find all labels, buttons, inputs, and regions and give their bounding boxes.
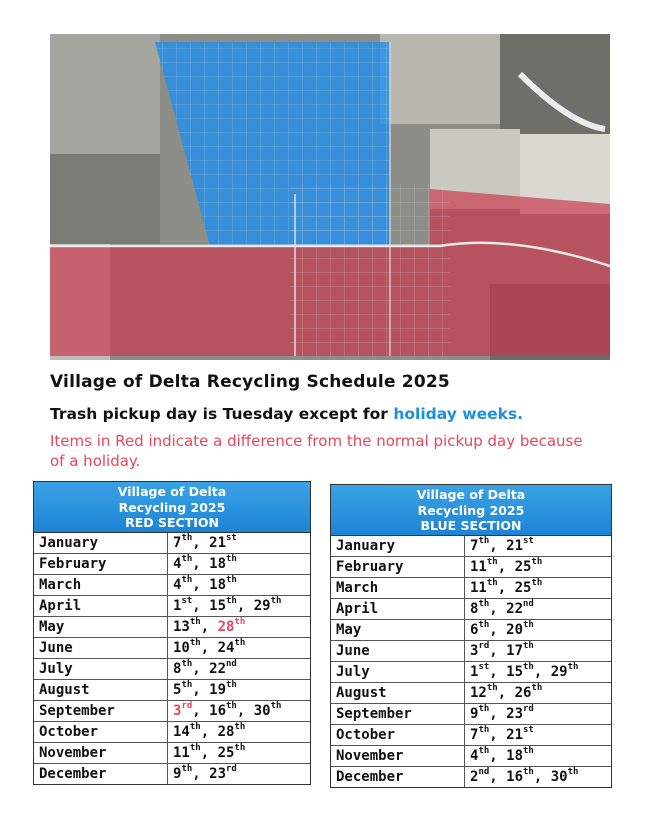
schedule-row — [34, 595, 310, 616]
dates-cell: 7th, 21st — [465, 724, 612, 745]
month-cell: November — [34, 742, 168, 763]
pickup-date: 16th — [506, 766, 534, 785]
blue-section-rows — [331, 536, 611, 787]
pickup-date: 29th — [253, 595, 282, 614]
schedule-row — [331, 661, 611, 682]
dates-cell: 13th, 28th — [168, 616, 311, 637]
dates-cell: 8th, 22nd — [465, 598, 612, 619]
month-cell: October — [34, 721, 168, 742]
dates-cell: 2nd, 16th, 30th — [470, 766, 579, 785]
pickup-date: 14th — [173, 721, 201, 740]
pickup-date: 23rd — [209, 763, 237, 782]
pickup-date: 9th — [470, 703, 490, 722]
dates-cell: 1st, 15th, 29th — [465, 661, 612, 682]
schedule-row — [331, 682, 611, 703]
month-cell: March — [331, 577, 465, 598]
month-cell: May — [34, 616, 168, 637]
pickup-date: 21st — [506, 535, 534, 554]
month-cell: September — [331, 703, 465, 724]
header-line-recycling: Recycling 2025 — [118, 499, 226, 515]
pickup-date: 24th — [217, 637, 246, 656]
dates-cell: 14th, 28th — [168, 721, 311, 742]
pickup-date: 3rd — [470, 640, 490, 659]
page-title: Village of Delta Recycling Schedule 2025 — [50, 372, 450, 392]
pickup-date: 21st — [209, 532, 237, 551]
red-items-note: Items in Red indicate a difference from the normal pickup day because of a holiday. — [50, 432, 583, 470]
pickup-date: 18th — [506, 745, 534, 764]
schedule-row — [331, 619, 611, 640]
section-map — [50, 34, 610, 360]
pickup-date: 1st — [173, 595, 193, 614]
pickup-date: 16th — [209, 700, 237, 719]
month-cell: June — [34, 637, 168, 658]
map-graphic — [50, 34, 610, 360]
schedule-row — [331, 640, 611, 661]
schedule-row — [34, 533, 310, 554]
dates-cell: 8th, 22nd — [168, 658, 311, 679]
holiday-weeks-highlight: holiday weeks. — [393, 405, 524, 423]
schedule-row — [331, 745, 611, 766]
month-cell: August — [331, 682, 465, 703]
pickup-date: 21st — [506, 724, 534, 743]
dates-cell: 11th, 25th — [168, 742, 311, 763]
month-cell: August — [34, 679, 168, 700]
pickup-date: 12th — [470, 682, 498, 701]
pickup-date: 2nd — [470, 766, 490, 785]
schedule-row — [331, 556, 611, 577]
month-cell: February — [34, 553, 168, 574]
schedule-row — [34, 553, 310, 574]
pickup-date: 17th — [506, 640, 534, 659]
pickup-date: 28th — [217, 721, 246, 740]
month-cell: April — [331, 598, 465, 619]
dates-cell: 7th, 21st — [465, 536, 612, 557]
pickup-date: 30th — [550, 766, 579, 785]
schedule-row — [331, 536, 611, 557]
schedule-row — [34, 637, 310, 658]
pickup-date: 8th — [470, 598, 490, 617]
pickup-date: 20th — [506, 619, 534, 638]
schedule-row — [34, 763, 310, 784]
schedule-row — [34, 700, 310, 721]
pickup-date: 28th — [217, 616, 246, 635]
blue-section-header — [331, 485, 611, 536]
pickup-date: 11th — [470, 556, 498, 575]
pickup-date: 15th — [506, 661, 534, 680]
pickup-date: 30th — [253, 700, 282, 719]
pickup-date: 19th — [209, 679, 237, 698]
pickup-date: 1st — [470, 661, 490, 680]
pickup-date: 7th — [470, 535, 490, 554]
pickup-date: 9th — [173, 763, 193, 782]
month-cell: June — [331, 640, 465, 661]
schedule-row — [34, 721, 310, 742]
schedule-row — [34, 658, 310, 679]
red-section-schedule — [33, 481, 311, 785]
month-cell: July — [34, 658, 168, 679]
dates-cell: 12th, 26th — [465, 682, 612, 703]
month-cell: December — [331, 766, 465, 787]
pickup-date: 26th — [514, 682, 543, 701]
dates-cell: 4th, 18th — [168, 574, 311, 595]
pickup-date: 7th — [470, 724, 490, 743]
pickup-date: 6th — [470, 619, 490, 638]
schedule-row — [331, 598, 611, 619]
pickup-day-statement — [50, 405, 523, 423]
dates-cell: 3rd, 16th, 30th — [168, 700, 311, 721]
month-cell: November — [331, 745, 465, 766]
pickup-text: Trash pickup day is Tuesday except for — [50, 405, 388, 423]
month-cell: April — [34, 595, 168, 616]
pickup-date: 18th — [209, 553, 237, 572]
dates-cell: 7th, 21st — [168, 533, 311, 554]
header-line-village: Village of Delta — [117, 484, 227, 499]
red-section-header — [34, 482, 310, 533]
pickup-date: 22nd — [506, 598, 534, 617]
month-cell: December — [34, 763, 168, 784]
pickup-date: 18th — [209, 574, 237, 593]
schedule-row — [34, 679, 310, 700]
month-cell: February — [331, 556, 465, 577]
dates-cell: 5th, 19th — [168, 679, 311, 700]
dates-cell: 6th, 20th — [465, 619, 612, 640]
dates-cell: 4th, 18th — [465, 745, 612, 766]
pickup-date: 10th — [173, 637, 201, 656]
month-cell: May — [331, 619, 465, 640]
month-cell: January — [34, 533, 168, 554]
month-cell: March — [34, 574, 168, 595]
header-line-section: BLUE SECTION — [420, 518, 522, 533]
pickup-date: 25th — [217, 742, 246, 761]
blue-section-schedule — [330, 484, 612, 788]
dates-cell: 1st, 15th, 29th — [168, 595, 311, 616]
dates-cell: 10th, 24th — [168, 637, 311, 658]
pickup-date: 8th — [173, 658, 193, 677]
dates-cell: 9th, 23rd — [465, 703, 612, 724]
schedule-row — [331, 766, 611, 787]
schedule-row — [331, 577, 611, 598]
pickup-date: 13th — [173, 616, 201, 635]
pickup-date: 5th — [173, 679, 193, 698]
schedule-row — [34, 742, 310, 763]
schedule-row — [331, 703, 611, 724]
header-line-village: Village of Delta — [416, 487, 526, 502]
pickup-date: 3rd — [173, 700, 193, 719]
month-cell: January — [331, 536, 465, 557]
pickup-date: 11th — [173, 742, 201, 761]
pickup-date: 4th — [173, 574, 193, 593]
schedule-row — [331, 724, 611, 745]
pickup-date: 4th — [173, 553, 193, 572]
dates-cell: 9th, 23rd — [173, 763, 237, 782]
dates-cell: 4th, 18th — [168, 553, 311, 574]
pickup-date: 4th — [470, 745, 490, 764]
dates-cell: 3rd, 17th — [465, 640, 612, 661]
month-cell: October — [331, 724, 465, 745]
header-line-section: RED SECTION — [125, 515, 219, 530]
month-cell: September — [34, 700, 168, 721]
pickup-date: 29th — [550, 661, 579, 680]
pickup-date: 15th — [209, 595, 237, 614]
dates-cell: 11th, 25th — [465, 556, 612, 577]
dates-cell: 11th, 25th — [465, 577, 612, 598]
pickup-date: 11th — [470, 577, 498, 596]
schedule-row — [34, 616, 310, 637]
pickup-date: 25th — [514, 577, 543, 596]
schedule-row — [34, 574, 310, 595]
red-section-rows — [34, 533, 310, 784]
header-line-recycling: Recycling 2025 — [417, 502, 525, 518]
pickup-date: 7th — [173, 532, 193, 551]
pickup-date: 25th — [514, 556, 543, 575]
pickup-date: 23rd — [506, 703, 534, 722]
pickup-date: 22nd — [209, 658, 237, 677]
month-cell: July — [331, 661, 465, 682]
